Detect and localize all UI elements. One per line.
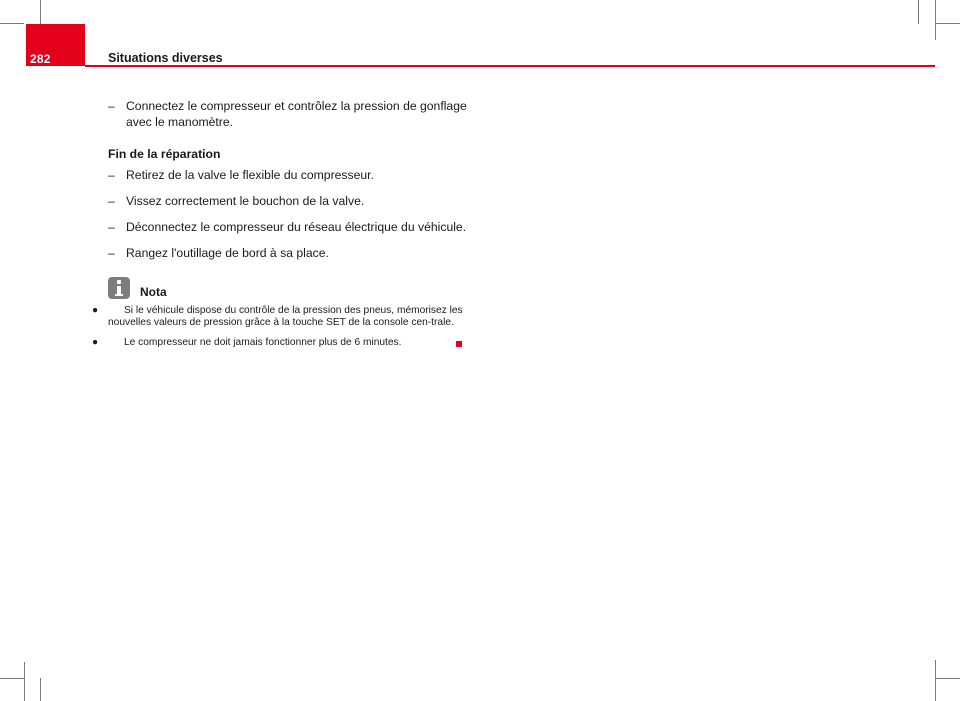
step-dash: – (108, 220, 115, 234)
step-text: Retirez de la valve le flexible du compresseur. (126, 168, 374, 182)
section-title: Situations diverses (108, 51, 223, 65)
note-header (108, 277, 470, 299)
step-text: Connectez le compresseur et contrôlez la pression de gonflage avec le manomètre. (126, 99, 467, 129)
crop-mark (40, 678, 41, 701)
section-end-mark (456, 341, 462, 347)
step-text: Déconnectez le compresseur du réseau électrique du véhicule. (126, 220, 467, 234)
crop-mark (918, 0, 919, 24)
info-icon (108, 277, 130, 299)
bullet-icon: ● (92, 336, 99, 348)
step-store-tools (108, 245, 470, 261)
crop-mark (0, 678, 24, 679)
page-number: 282 (30, 52, 51, 66)
note-text: Le compresseur ne doit jamais fonctionner plus de 6 minutes. (124, 336, 402, 348)
crop-mark (24, 662, 25, 701)
crop-mark (935, 0, 936, 40)
step-screw-cap (108, 193, 470, 209)
repair-end-heading: Fin de la réparation (108, 147, 221, 161)
page-content (92, 98, 470, 356)
crop-mark (0, 23, 24, 24)
step-dash: – (108, 168, 115, 182)
step-dash: – (108, 99, 115, 113)
step-text: Vissez correctement le bouchon de la valve. (126, 194, 365, 208)
step-text: Rangez l'outillage de bord à sa place. (126, 246, 329, 260)
step-dash: – (108, 194, 115, 208)
note-label: Nota (140, 285, 167, 299)
step-remove-hose (108, 167, 470, 183)
note-text: Si le véhicule dispose du contrôle de la pression des pneus, mémorisez les nouvelles valeurs de pression grâce à la touche SET de la console cen-trale. (108, 305, 463, 329)
bullet-icon: ● (92, 305, 99, 316)
crop-mark (935, 23, 960, 24)
step-connect-compressor (108, 98, 470, 130)
crop-mark (935, 678, 960, 679)
header-rule (85, 65, 935, 67)
step-dash: – (108, 246, 115, 260)
step-disconnect-compressor (108, 219, 470, 235)
note-item-compressor-time (92, 336, 470, 349)
note-item-tire-pressure (92, 305, 470, 330)
crop-mark (935, 660, 936, 701)
